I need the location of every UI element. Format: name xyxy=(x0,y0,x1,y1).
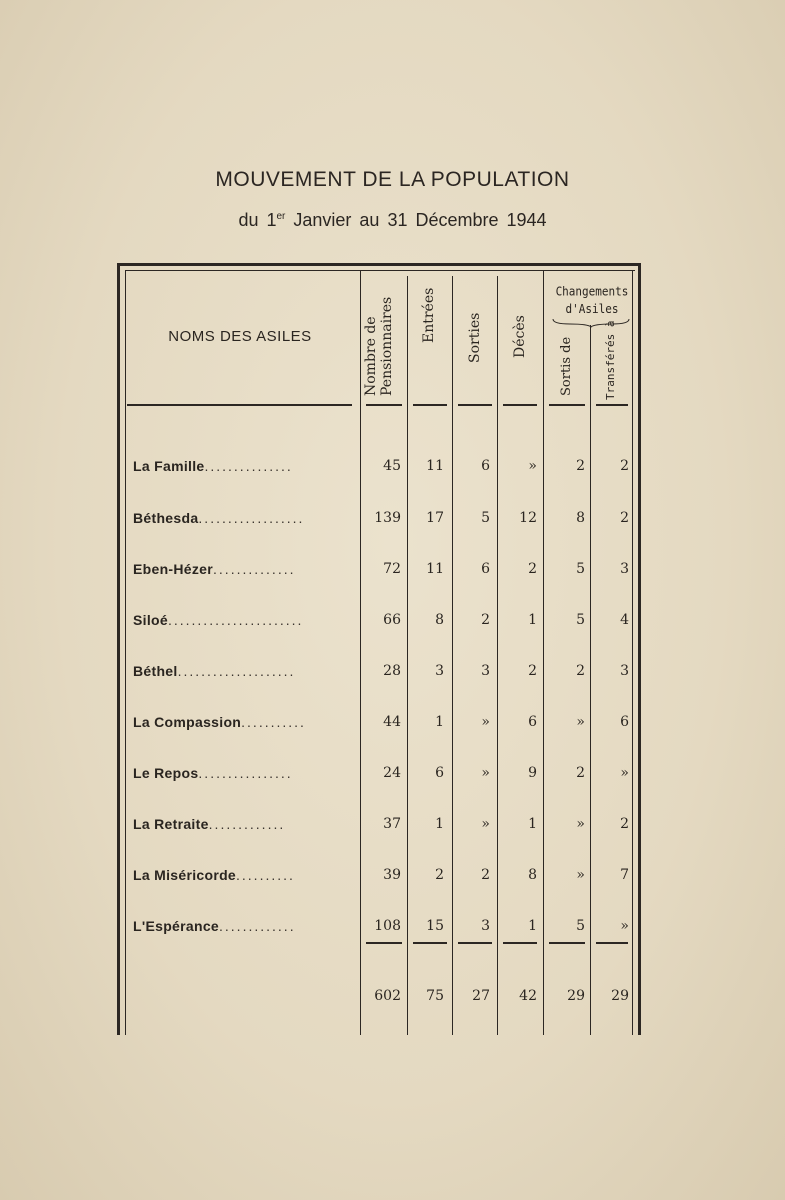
cell-sorties: 6 xyxy=(481,561,490,577)
table-row-name xyxy=(133,510,355,526)
cell-sortis-de: 2 xyxy=(576,765,585,781)
header-rule-3 xyxy=(458,404,492,406)
header-entrees: Entrées xyxy=(421,287,437,343)
header-rule-5 xyxy=(549,404,585,406)
table-right-border xyxy=(638,263,641,1035)
cell-sortis-de: » xyxy=(576,816,585,832)
cell-deces: 12 xyxy=(519,510,537,526)
cell-transferes-a: 2 xyxy=(620,458,629,474)
table-right-border-inner xyxy=(632,270,633,1035)
total-deces: 42 xyxy=(519,988,537,1004)
header-changements xyxy=(547,283,637,318)
table-row-name xyxy=(133,612,355,628)
asile-name: La Retraite xyxy=(133,816,209,832)
totals-rule-5 xyxy=(549,942,585,944)
cell-sortis-de: 2 xyxy=(576,663,585,679)
asile-name: La Famille xyxy=(133,458,205,474)
header-rule-4 xyxy=(503,404,537,406)
leader-dots: .............. xyxy=(213,561,296,577)
header-rule-6 xyxy=(596,404,628,406)
cell-deces: 1 xyxy=(528,612,537,628)
cell-sorties: » xyxy=(481,816,490,832)
table-row-name xyxy=(133,867,355,883)
cell-entrees: 15 xyxy=(426,918,444,934)
cell-entrees: 1 xyxy=(435,714,444,730)
header-names: NOMS DES ASILES xyxy=(168,328,312,345)
cell-sorties: 5 xyxy=(481,510,490,526)
cell-transferes-a: 3 xyxy=(620,561,629,577)
header-changements-line2: d'Asiles xyxy=(565,301,619,317)
header-sorties: Sorties xyxy=(467,312,483,363)
leader-dots: .................. xyxy=(198,510,305,526)
cell-sortis-de: 5 xyxy=(576,612,585,628)
cell-sorties: 3 xyxy=(481,918,490,934)
cell-transferes-a: 2 xyxy=(620,510,629,526)
cell-sorties: 2 xyxy=(481,612,490,628)
table-top-rule-thin xyxy=(125,270,635,271)
cell-entrees: 17 xyxy=(426,510,444,526)
leader-dots: ............... xyxy=(204,458,293,474)
cell-transferes-a: » xyxy=(620,765,629,781)
leader-dots: .................... xyxy=(177,663,296,679)
header-rule-2 xyxy=(413,404,447,406)
totals-rule-1 xyxy=(366,942,402,944)
header-transferes-a: Transférés à xyxy=(604,320,617,400)
leader-dots: .......... xyxy=(236,867,295,883)
cell-deces: 1 xyxy=(528,816,537,832)
cell-entrees: 11 xyxy=(426,561,444,577)
asile-name: Le Repos xyxy=(133,765,199,781)
asile-name: Béthesda xyxy=(133,510,199,526)
cell-pensionnaires: 108 xyxy=(374,918,401,934)
totals-rule-4 xyxy=(503,942,537,944)
cell-sortis-de: » xyxy=(576,714,585,730)
cell-sortis-de: 2 xyxy=(576,458,585,474)
asile-name: L'Espérance xyxy=(133,918,220,934)
cell-entrees: 3 xyxy=(435,663,444,679)
cell-transferes-a: 7 xyxy=(620,867,629,883)
cell-sortis-de: 8 xyxy=(576,510,585,526)
table-left-border-inner xyxy=(125,270,126,1035)
table-row-name xyxy=(133,561,355,577)
table-row-name xyxy=(133,918,355,934)
totals-rule-6 xyxy=(596,942,628,944)
subtitle-rest: Janvier au 31 Décembre 1944 xyxy=(285,210,547,230)
cell-transferes-a: 2 xyxy=(620,816,629,832)
cell-deces: 1 xyxy=(528,918,537,934)
leader-dots: ................ xyxy=(198,765,293,781)
cell-sortis-de: » xyxy=(576,867,585,883)
total-entrees: 75 xyxy=(426,988,444,1004)
cell-deces: 2 xyxy=(528,561,537,577)
cell-transferes-a: » xyxy=(620,918,629,934)
header-pensionnaires-line2: Pensionnaires xyxy=(379,296,395,396)
total-sorties: 27 xyxy=(472,988,490,1004)
header-deces: Décès xyxy=(512,315,528,358)
leader-dots: ........... xyxy=(241,714,306,730)
asile-name: La Miséricorde xyxy=(133,867,237,883)
cell-entrees: 6 xyxy=(435,765,444,781)
page-title: MOUVEMENT DE LA POPULATION xyxy=(215,168,570,191)
total-transferes-a: 29 xyxy=(611,988,629,1004)
totals-rule-3 xyxy=(458,942,492,944)
header-sortis-de: Sortis de xyxy=(559,336,574,396)
cell-transferes-a: 6 xyxy=(620,714,629,730)
cell-sortis-de: 5 xyxy=(576,561,585,577)
table-row-name xyxy=(133,458,355,474)
header-rule-1 xyxy=(366,404,402,406)
asile-name: La Compassion xyxy=(133,714,242,730)
cell-transferes-a: 3 xyxy=(620,663,629,679)
asile-name: Eben-Hézer xyxy=(133,561,214,577)
table-row-name xyxy=(133,765,355,781)
cell-sorties: » xyxy=(481,714,490,730)
cell-sorties: 3 xyxy=(481,663,490,679)
cell-pensionnaires: 45 xyxy=(383,458,401,474)
cell-pensionnaires: 39 xyxy=(383,867,401,883)
header-changements-line1: Changements xyxy=(555,284,629,300)
header-pensionnaires-line1: Nombre de xyxy=(363,316,379,396)
cell-pensionnaires: 28 xyxy=(383,663,401,679)
cell-sorties: » xyxy=(481,765,490,781)
cell-deces: 6 xyxy=(528,714,537,730)
total-pensionnaires: 602 xyxy=(374,988,401,1004)
leader-dots: ............. xyxy=(208,816,286,832)
cell-sorties: 2 xyxy=(481,867,490,883)
table-top-rule xyxy=(117,263,641,266)
cell-entrees: 11 xyxy=(426,458,444,474)
cell-deces: 8 xyxy=(528,867,537,883)
cell-pensionnaires: 72 xyxy=(383,561,401,577)
cell-entrees: 2 xyxy=(435,867,444,883)
cell-pensionnaires: 24 xyxy=(383,765,401,781)
table-row-name xyxy=(133,714,355,730)
cell-pensionnaires: 139 xyxy=(374,510,401,526)
table-left-border xyxy=(117,263,120,1035)
table-row-name xyxy=(133,816,355,832)
table-row-name xyxy=(133,663,355,679)
header-pensionnaires xyxy=(363,297,395,396)
cell-sorties: 6 xyxy=(481,458,490,474)
cell-pensionnaires: 66 xyxy=(383,612,401,628)
cell-deces: » xyxy=(528,458,537,474)
cell-transferes-a: 4 xyxy=(620,612,629,628)
cell-entrees: 8 xyxy=(435,612,444,628)
subtitle-prefix: du 1 xyxy=(238,210,277,230)
cell-sortis-de: 5 xyxy=(576,918,585,934)
asile-name: Béthel xyxy=(133,663,178,679)
page-subtitle xyxy=(0,210,785,231)
cell-deces: 9 xyxy=(528,765,537,781)
leader-dots: ....................... xyxy=(167,612,304,628)
col-divider-5 xyxy=(543,270,544,1035)
leader-dots: ............. xyxy=(219,918,296,934)
cell-pensionnaires: 44 xyxy=(383,714,401,730)
cell-deces: 2 xyxy=(528,663,537,679)
cell-entrees: 1 xyxy=(435,816,444,832)
totals-rule-2 xyxy=(413,942,447,944)
header-rule-names xyxy=(127,404,352,406)
asile-name: Siloé xyxy=(133,612,168,628)
subtitle-sup: er xyxy=(276,211,286,222)
cell-pensionnaires: 37 xyxy=(383,816,401,832)
total-sortis-de: 29 xyxy=(567,988,585,1004)
